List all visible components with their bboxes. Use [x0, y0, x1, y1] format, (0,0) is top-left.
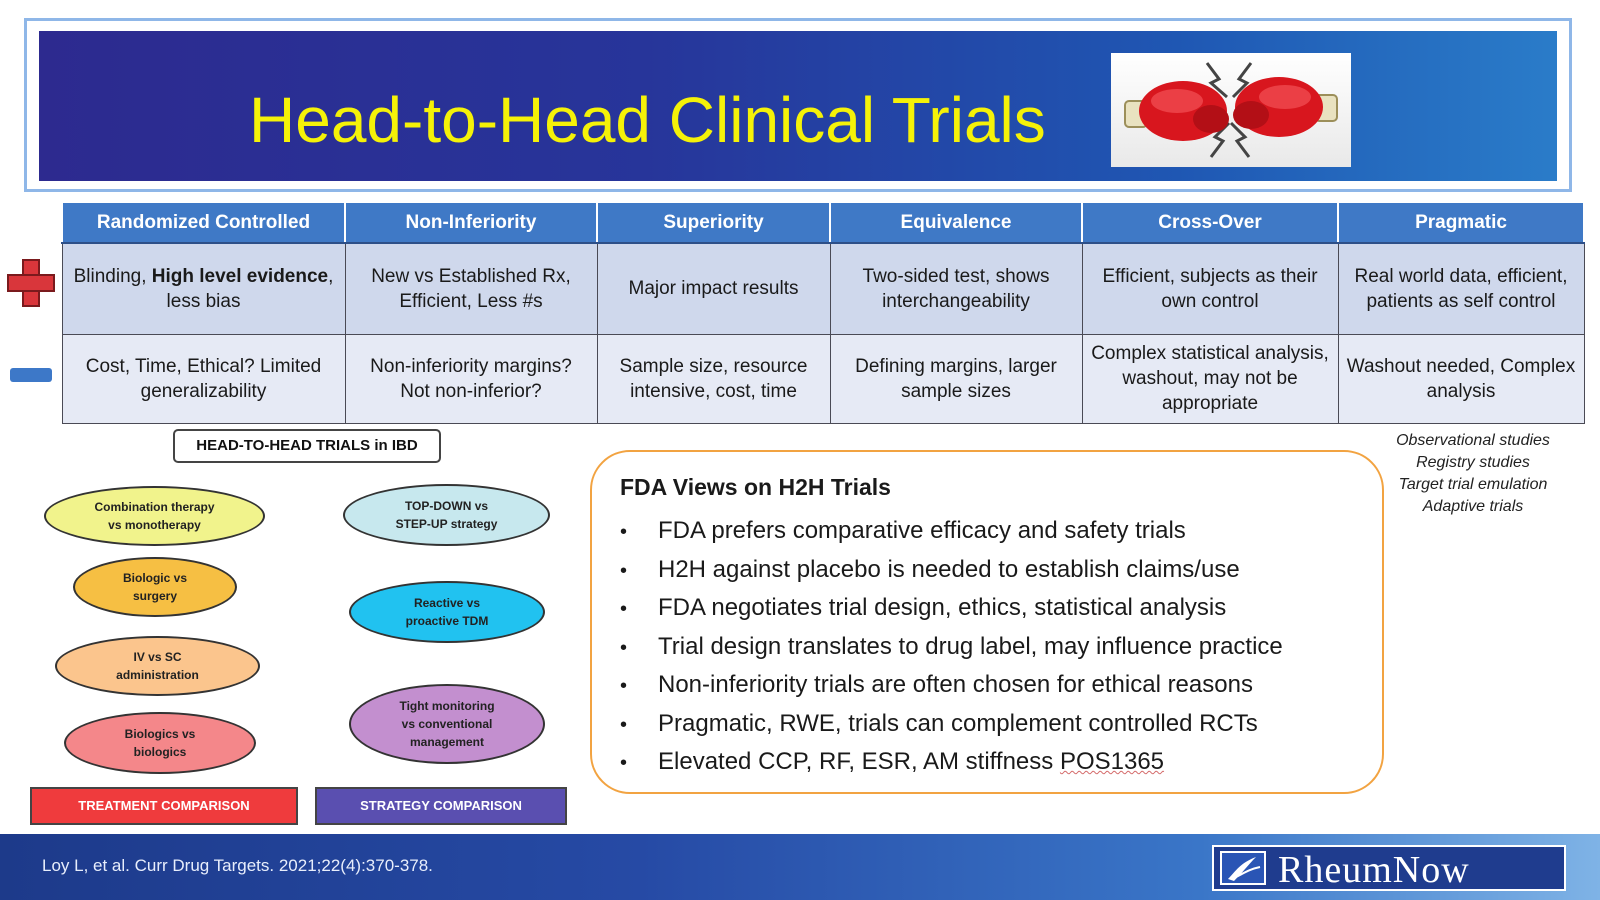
side-note: Observational studies: [1396, 432, 1550, 449]
pro-cell: Two-sided test, shows interchangeability: [830, 243, 1082, 334]
treatment-comparison-label: TREATMENT COMPARISON: [30, 787, 298, 825]
boxing-gloves-icon: [1111, 53, 1351, 167]
side-note: Target trial emulation: [1398, 476, 1548, 493]
con-cell: Sample size, resource intensive, cost, time: [597, 334, 830, 423]
trial-types-table: [61, 201, 1585, 424]
list-item: • H2H against placebo is needed to establish claims/use: [620, 555, 1240, 583]
con-cell: Washout needed, Complex analysis: [1338, 334, 1584, 423]
logo-text: RheumNow: [1278, 849, 1470, 891]
citation: Loy L, et al. Curr Drug Targets. 2021;22(4):370-378.: [42, 856, 433, 875]
slide-title: Head-to-Head Clinical Trials: [249, 84, 1046, 156]
ellipse-tight-monitoring: Tight monitoring vs conventional management: [349, 684, 545, 764]
list-item: • Non-inferiority trials are often chosen for ethical reasons: [620, 671, 1253, 698]
con-cell: Complex statistical analysis, washout, may not be appropriate: [1082, 334, 1338, 423]
pro-cell: Blinding, High level evidence, less bias: [62, 243, 345, 334]
ellipse-biologics-vs-biologics: Biologics vs biologics: [64, 712, 256, 774]
table-row-cons: [62, 334, 1584, 423]
ellipse-reactive-vs-proactive: Reactive vs proactive TDM: [349, 581, 545, 643]
list-item: • Pragmatic, RWE, trials can complement controlled RCTs: [620, 709, 1258, 737]
side-note: Registry studies: [1416, 454, 1530, 471]
header-equivalence: Equivalence: [830, 202, 1082, 243]
ellipse-top-down-vs-step-up: TOP-DOWN vs STEP-UP strategy: [343, 484, 550, 546]
header-non-inferiority: Non-Inferiority: [345, 202, 597, 243]
pro-cell: Efficient, subjects as their own control: [1082, 243, 1338, 334]
con-cell: Non-inferiority margins? Not non-inferior?: [345, 334, 597, 423]
table-row-pros: [62, 243, 1584, 334]
pro-cell: Major impact results: [597, 243, 830, 334]
strategy-comparison-label: STRATEGY COMPARISON: [315, 787, 567, 825]
header-superiority: Superiority: [597, 202, 830, 243]
minus-icon: [10, 368, 52, 382]
con-cell: Defining margins, larger sample sizes: [830, 334, 1082, 423]
list-item: • FDA negotiates trial design, ethics, statistical analysis: [620, 594, 1227, 621]
list-item: • Elevated CCP, RF, ESR, AM stiffness POS1365: [620, 748, 1165, 775]
list-item: • FDA prefers comparative efficacy and safety trials: [620, 517, 1186, 544]
pro-cell: Real world data, efficient, patients as self control: [1338, 243, 1584, 334]
ellipse-iv-vs-sc: IV vs SC administration: [55, 636, 260, 696]
plus-icon: [6, 258, 56, 308]
ellipse-biologic-vs-surgery: Biologic vs surgery: [73, 557, 237, 617]
ellipse-combination-therapy: Combination therapy vs monotherapy: [44, 486, 265, 546]
logo-mark-icon: [1220, 851, 1266, 885]
con-cell: Cost, Time, Ethical? Limited generalizability: [62, 334, 345, 423]
rheumnow-logo: [1212, 845, 1566, 891]
title-banner: [39, 31, 1557, 181]
header-randomized-controlled: Randomized Controlled: [62, 202, 345, 243]
banner-frame: [24, 18, 1572, 192]
side-note: Adaptive trials: [1422, 498, 1524, 515]
fda-views-title: FDA Views on H2H Trials: [620, 474, 891, 500]
fda-bullet-list: [620, 512, 1283, 782]
header-pragmatic: Pragmatic: [1338, 202, 1584, 243]
table-header-row: [62, 202, 1584, 243]
fda-views-box: [590, 450, 1384, 794]
ibd-diagram-label: HEAD-TO-HEAD TRIALS in IBD: [173, 429, 441, 463]
footer-bar: [0, 834, 1600, 900]
pro-cell: New vs Established Rx, Efficient, Less #s: [345, 243, 597, 334]
header-cross-over: Cross-Over: [1082, 202, 1338, 243]
list-item: • Trial design translates to drug label, may influence practice: [620, 632, 1283, 660]
side-notes: [1368, 430, 1578, 518]
